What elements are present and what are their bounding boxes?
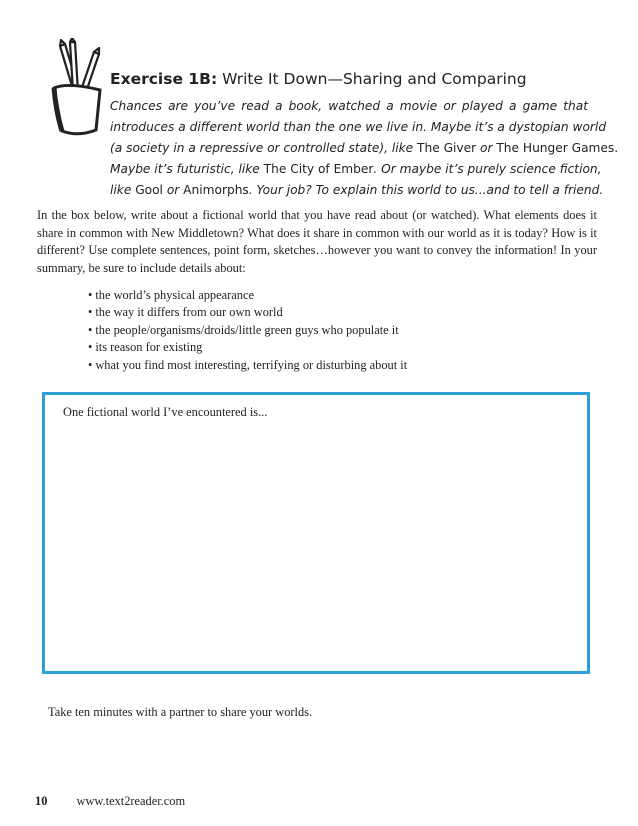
intro-text: introduces a different world than the one we live in. Maybe it’s a dystopian world: [110, 120, 607, 134]
intro-text: Maybe it’s futuristic, like: [110, 162, 264, 176]
intro-line: [110, 159, 602, 180]
footer-url: www.text2reader.com: [76, 794, 186, 808]
list-item: • the world’s physical appearance: [88, 287, 407, 304]
intro-text: Chances are you’ve read a book, watched a movie or played a game that: [110, 99, 588, 113]
intro-text: or: [162, 183, 184, 197]
instructions: In the box below, write about a fictional world that you have read about (or watched). What elements does it share in common with New Middletown? What does it share in common with our world as it is today? How is it different? Use complete sentences, point form, sketches…however you want to convey the information! In your summary, be sure to include details about:: [37, 208, 597, 275]
list-item: • what you find most interesting, terrifying or disturbing about it: [88, 357, 407, 374]
intro-text: (a society in a repressive or controlled state), like: [110, 141, 418, 155]
intro-line: [110, 138, 619, 159]
title-reference: The Giver: [417, 141, 477, 155]
page-number: 10: [35, 794, 48, 808]
title-reference: Animorphs: [183, 183, 249, 197]
box-prompt: One fictional world I’ve encountered is...: [63, 405, 268, 419]
intro-text: . Or maybe it’s purely science fiction,: [373, 162, 602, 176]
exercise-title: Write It Down—Sharing and Comparing: [222, 70, 527, 88]
answer-box[interactable]: [42, 392, 590, 674]
title-reference: The Hunger Games.: [496, 141, 619, 155]
list-item: • the way it differs from our own world: [88, 304, 407, 321]
exercise-intro: [110, 96, 619, 201]
intro-text: like: [110, 183, 136, 197]
intro-line: [110, 180, 604, 201]
title-reference: Gool: [135, 183, 163, 197]
closing-text: Take ten minutes with a partner to share your worlds.: [48, 705, 313, 719]
list-item: • the people/organisms/droids/little green guys who populate it: [88, 322, 407, 339]
intro-line: [110, 117, 607, 138]
intro-line: [110, 96, 588, 117]
title-reference: The City of Ember: [263, 162, 374, 176]
list-item: • its reason for existing: [88, 339, 407, 356]
intro-text: . Your job? To explain this world to us...and to tell a friend.: [248, 183, 604, 197]
exercise-heading: [110, 70, 590, 88]
page-footer: [35, 794, 185, 809]
pencil-cup-icon: [44, 38, 114, 138]
detail-list: [88, 287, 407, 374]
exercise-label: Exercise 1B:: [110, 70, 218, 88]
intro-text: or: [476, 141, 497, 155]
